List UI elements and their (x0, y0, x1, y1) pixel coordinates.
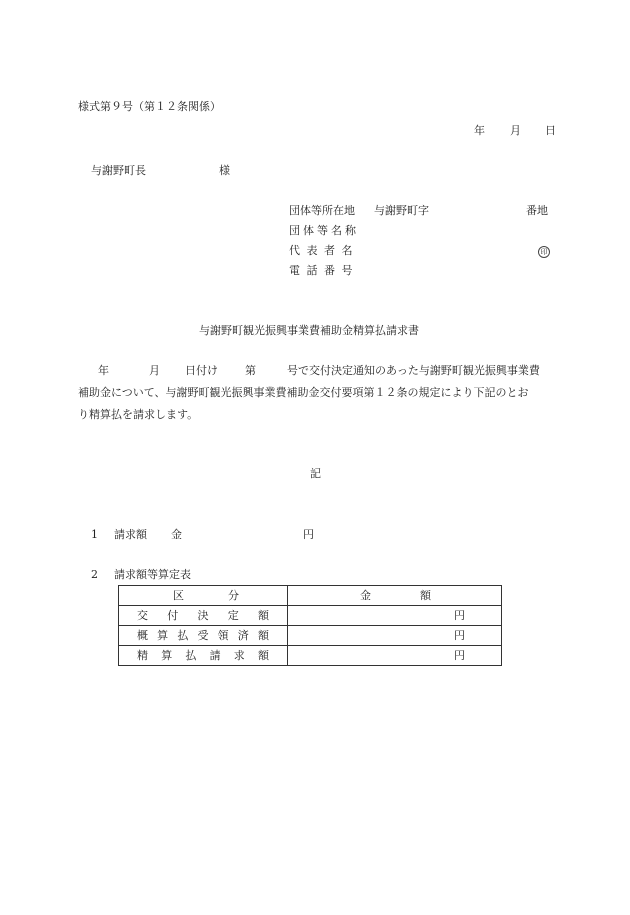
item-1-number: 1 (91, 528, 98, 541)
header-category-char: 分 (228, 588, 239, 602)
row-label-char: 決 (197, 608, 209, 622)
row-label-char: 付 (167, 608, 179, 622)
form-number: 様式第９号（第１２条関係） (78, 100, 221, 113)
row-label-char: 受 (197, 628, 209, 642)
row-amount: 円 (288, 626, 502, 646)
row-label-char: 交 (137, 608, 148, 622)
addressee-name: 与謝野町長 (91, 164, 146, 177)
seal-mark (538, 244, 550, 258)
date-day: 日 (545, 124, 556, 137)
header-category-char: 区 (173, 588, 184, 602)
body-dated: 日付け (185, 364, 218, 377)
date-year: 年 (474, 124, 485, 137)
row-amount: 円 (288, 646, 502, 666)
item-1-kin: 金 (171, 528, 182, 541)
header-amount-char: 額 (420, 588, 431, 602)
row-label (119, 626, 288, 646)
item-1-yen: 円 (303, 528, 314, 541)
table-row (119, 606, 502, 626)
address-suffix: 番地 (526, 204, 548, 217)
address-label: 団体等所在地 (289, 204, 355, 217)
row-label-char: 請 (209, 648, 221, 662)
item-2-number: 2 (91, 568, 98, 581)
row-label-char: 求 (233, 648, 245, 662)
body-line2: 補助金について、与謝野町観光振興事業費補助金交付要項第１２条の規定により下記のとお (78, 386, 529, 399)
date-month: 月 (510, 124, 521, 137)
representative-label: 代 表 者 名 (289, 244, 353, 257)
row-label-char: 払 (185, 648, 197, 662)
row-label-char: 領 (217, 628, 229, 642)
body-line3: り精算払を請求します。 (78, 408, 199, 421)
row-label-char: 額 (257, 648, 269, 662)
row-label (119, 606, 288, 626)
table-row (119, 626, 502, 646)
row-amount: 円 (288, 606, 502, 626)
seal-icon: 印 (538, 246, 550, 258)
body-line1-rest: 号で交付決定通知のあった与謝野町観光振興事業費 (287, 364, 540, 377)
calculation-table (118, 585, 502, 666)
phone-label: 電 話 番 号 (289, 264, 353, 277)
address-value: 与謝野町字 (374, 204, 429, 217)
item-1-label: 請求額 (114, 528, 147, 541)
header-category (119, 586, 288, 606)
row-label-char: 済 (237, 628, 249, 642)
document-title: 与謝野町観光振興事業費補助金精算払請求書 (199, 324, 419, 337)
row-label (119, 646, 288, 666)
ki-heading: 記 (310, 467, 321, 480)
row-label-char: 概 (137, 628, 148, 642)
row-label-char: 精 (137, 648, 148, 662)
table-row (119, 646, 502, 666)
row-label-char: 算 (161, 648, 173, 662)
header-amount-char: 金 (360, 588, 371, 602)
body-year: 年 (98, 364, 109, 377)
item-2-label: 請求額等算定表 (114, 568, 191, 581)
row-label-char: 額 (258, 608, 269, 622)
body-month: 月 (149, 364, 160, 377)
row-label-char: 算 (157, 628, 169, 642)
row-label-char: 払 (177, 628, 189, 642)
row-label-char: 額 (257, 628, 269, 642)
header-amount (288, 586, 502, 606)
table-header-row (119, 586, 502, 606)
body-no: 第 (245, 364, 256, 377)
row-label-char: 定 (227, 608, 239, 622)
addressee-honorific: 様 (219, 164, 230, 177)
org-name-label: 団体等名称 (289, 224, 359, 237)
